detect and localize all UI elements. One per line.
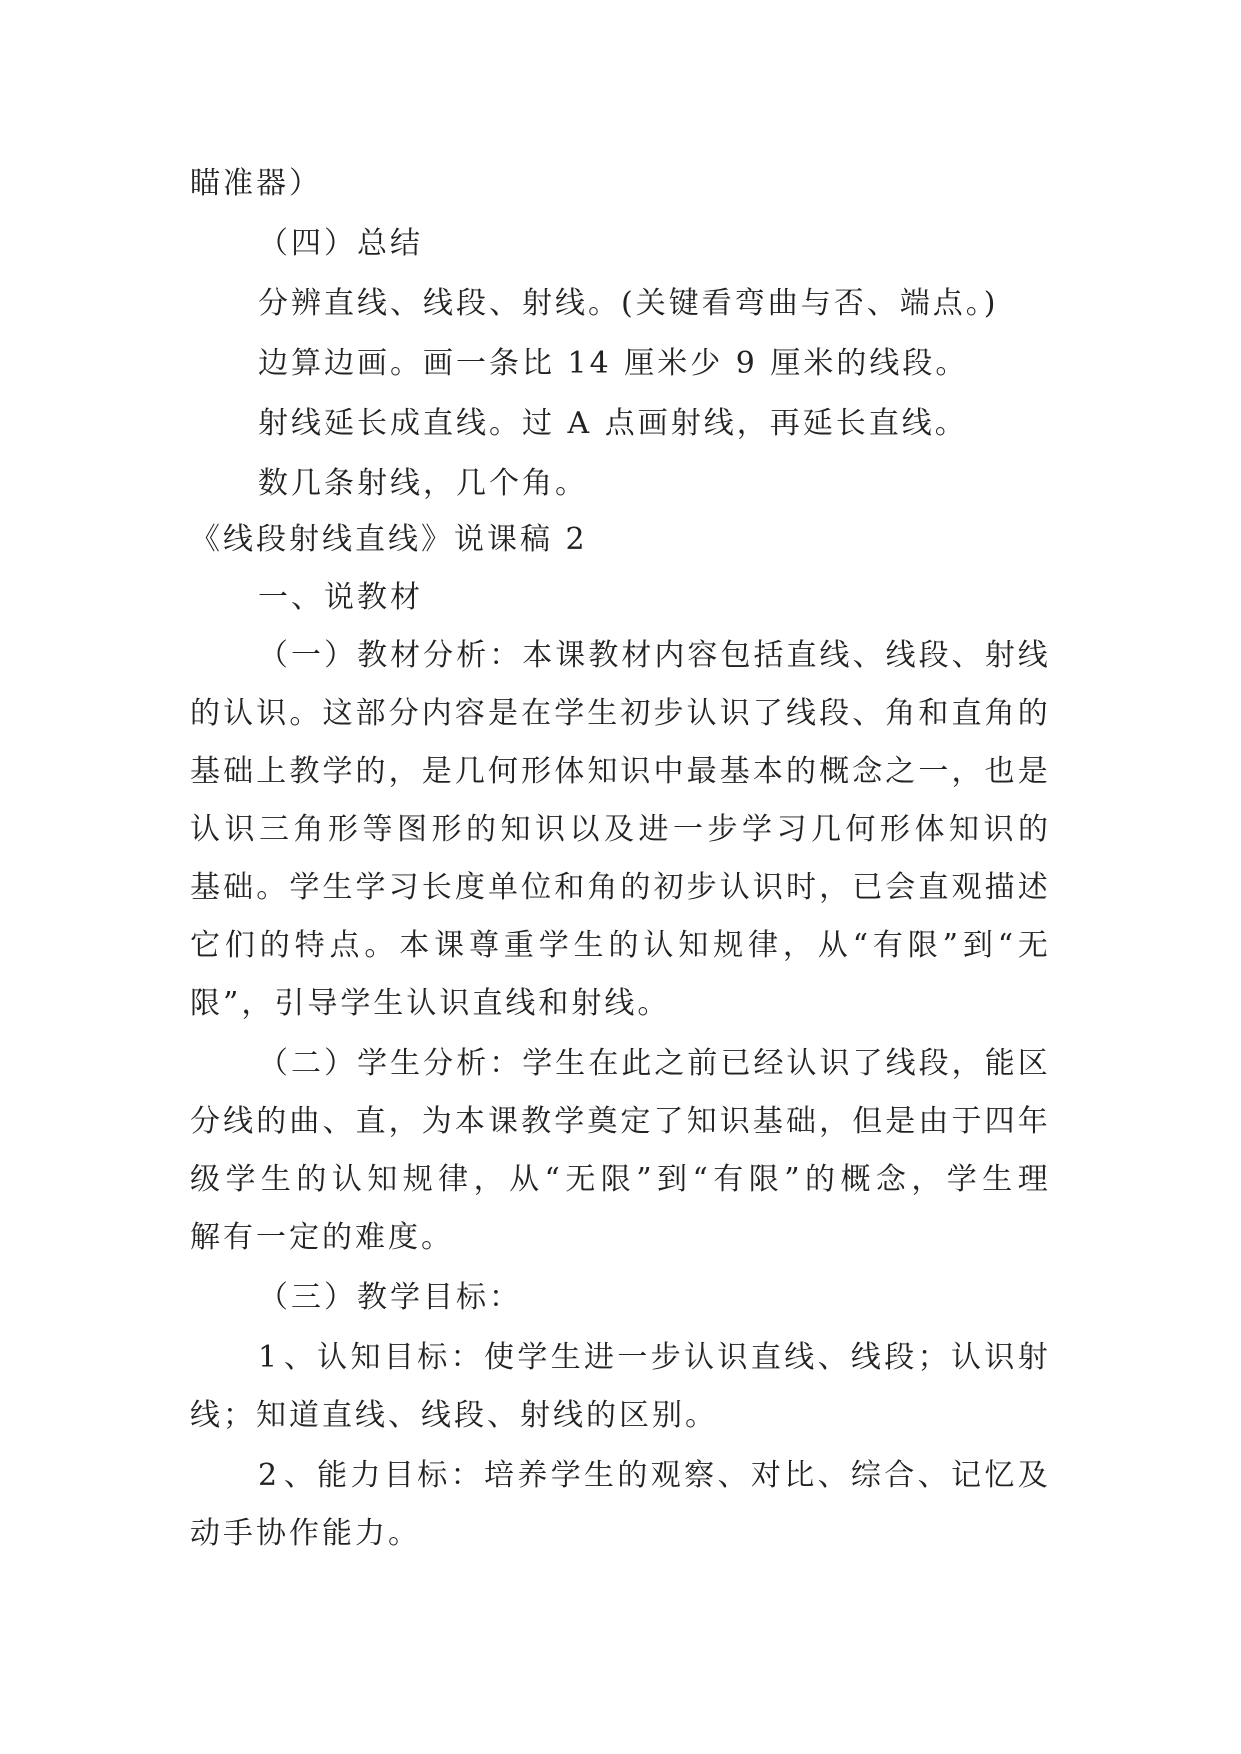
paragraph-line: 基 础 上 教 学 的 ， 是 几 何 形 体 知 识 中 最 基 本 的 概 念 之 一 ， 也 是 xyxy=(190,754,1048,789)
text-line: 分辨直线、线段、射线。(关键看弯曲与否、端点。) xyxy=(258,286,999,321)
paragraph-line: （ 二 ） 学 生 分 析 ： 学 生 在 此 之 前 已 经 认 识 了 线 段 ， 能 区 xyxy=(258,1046,1048,1081)
paragraph-line: 2 、 能 力 目 标 ： 培 养 学 生 的 观 察 、 对 比 、 综 合 、 记 忆 及 xyxy=(258,1458,1048,1493)
paragraph-line: 基 础 。 学 生 学 习 长 度 单 位 和 角 的 初 步 认 识 时 ， 已 会 直 观 描 述 xyxy=(190,870,1048,905)
paragraph-line: 分 线 的 曲 、 直 ， 为 本 课 教 学 奠 定 了 知 识 基 础 ， 但 是 由 于 四 年 xyxy=(190,1104,1048,1139)
text-line: 动手协作能力。 xyxy=(190,1516,421,1551)
text-line: 解有一定的难度。 xyxy=(190,1220,454,1255)
paragraph-line: 的 认 识 。 这 部 分 内 容 是 在 学 生 初 步 认 识 了 线 段 、 角 和 直 角 的 xyxy=(190,696,1048,731)
text-line: 数几条射线，几个角。 xyxy=(258,466,588,501)
text-line: 瞄准器） xyxy=(190,166,322,201)
text-line: 边算边画。画一条比 14 厘米少 9 厘米的线段。 xyxy=(258,346,969,381)
text-line: 线；知道直线、线段、射线的区别。 xyxy=(190,1398,718,1433)
paragraph-line: 1 、 认 知 目 标 ： 使 学 生 进 一 步 认 识 直 线 、 线 段 ； 认 识 射 xyxy=(258,1340,1048,1375)
paragraph-line: 认 识 三 角 形 等 图 形 的 知 识 以 及 进 一 步 学 习 几 何 形 体 知 识 的 xyxy=(190,812,1048,847)
text-line: 射线延长成直线。过 A 点画射线，再延长直线。 xyxy=(258,406,968,441)
paragraph-line: 它 们 的 特 点 。 本 课 尊 重 学 生 的 认 知 规 律 ， 从 “ 有 限 ” 到 “ 无 xyxy=(190,928,1048,963)
section-heading: （三）教学目标： xyxy=(258,1280,522,1315)
section-heading: （四）总结 xyxy=(258,226,423,261)
paragraph-line: （ 一 ） 教 材 分 析 ： 本 课 教 材 内 容 包 括 直 线 、 线 段 、 射 线 xyxy=(258,638,1048,673)
text-line: 限”，引导学生认识直线和射线。 xyxy=(190,986,671,1021)
paragraph-line: 级 学 生 的 认 知 规 律 ， 从 “ 无 限 ” 到 “ 有 限 ” 的 概 念 ， 学 生 理 xyxy=(190,1162,1048,1197)
section-heading: 一、说教材 xyxy=(258,580,423,615)
document-title: 《线段射线直线》说课稿 2 xyxy=(190,522,588,557)
